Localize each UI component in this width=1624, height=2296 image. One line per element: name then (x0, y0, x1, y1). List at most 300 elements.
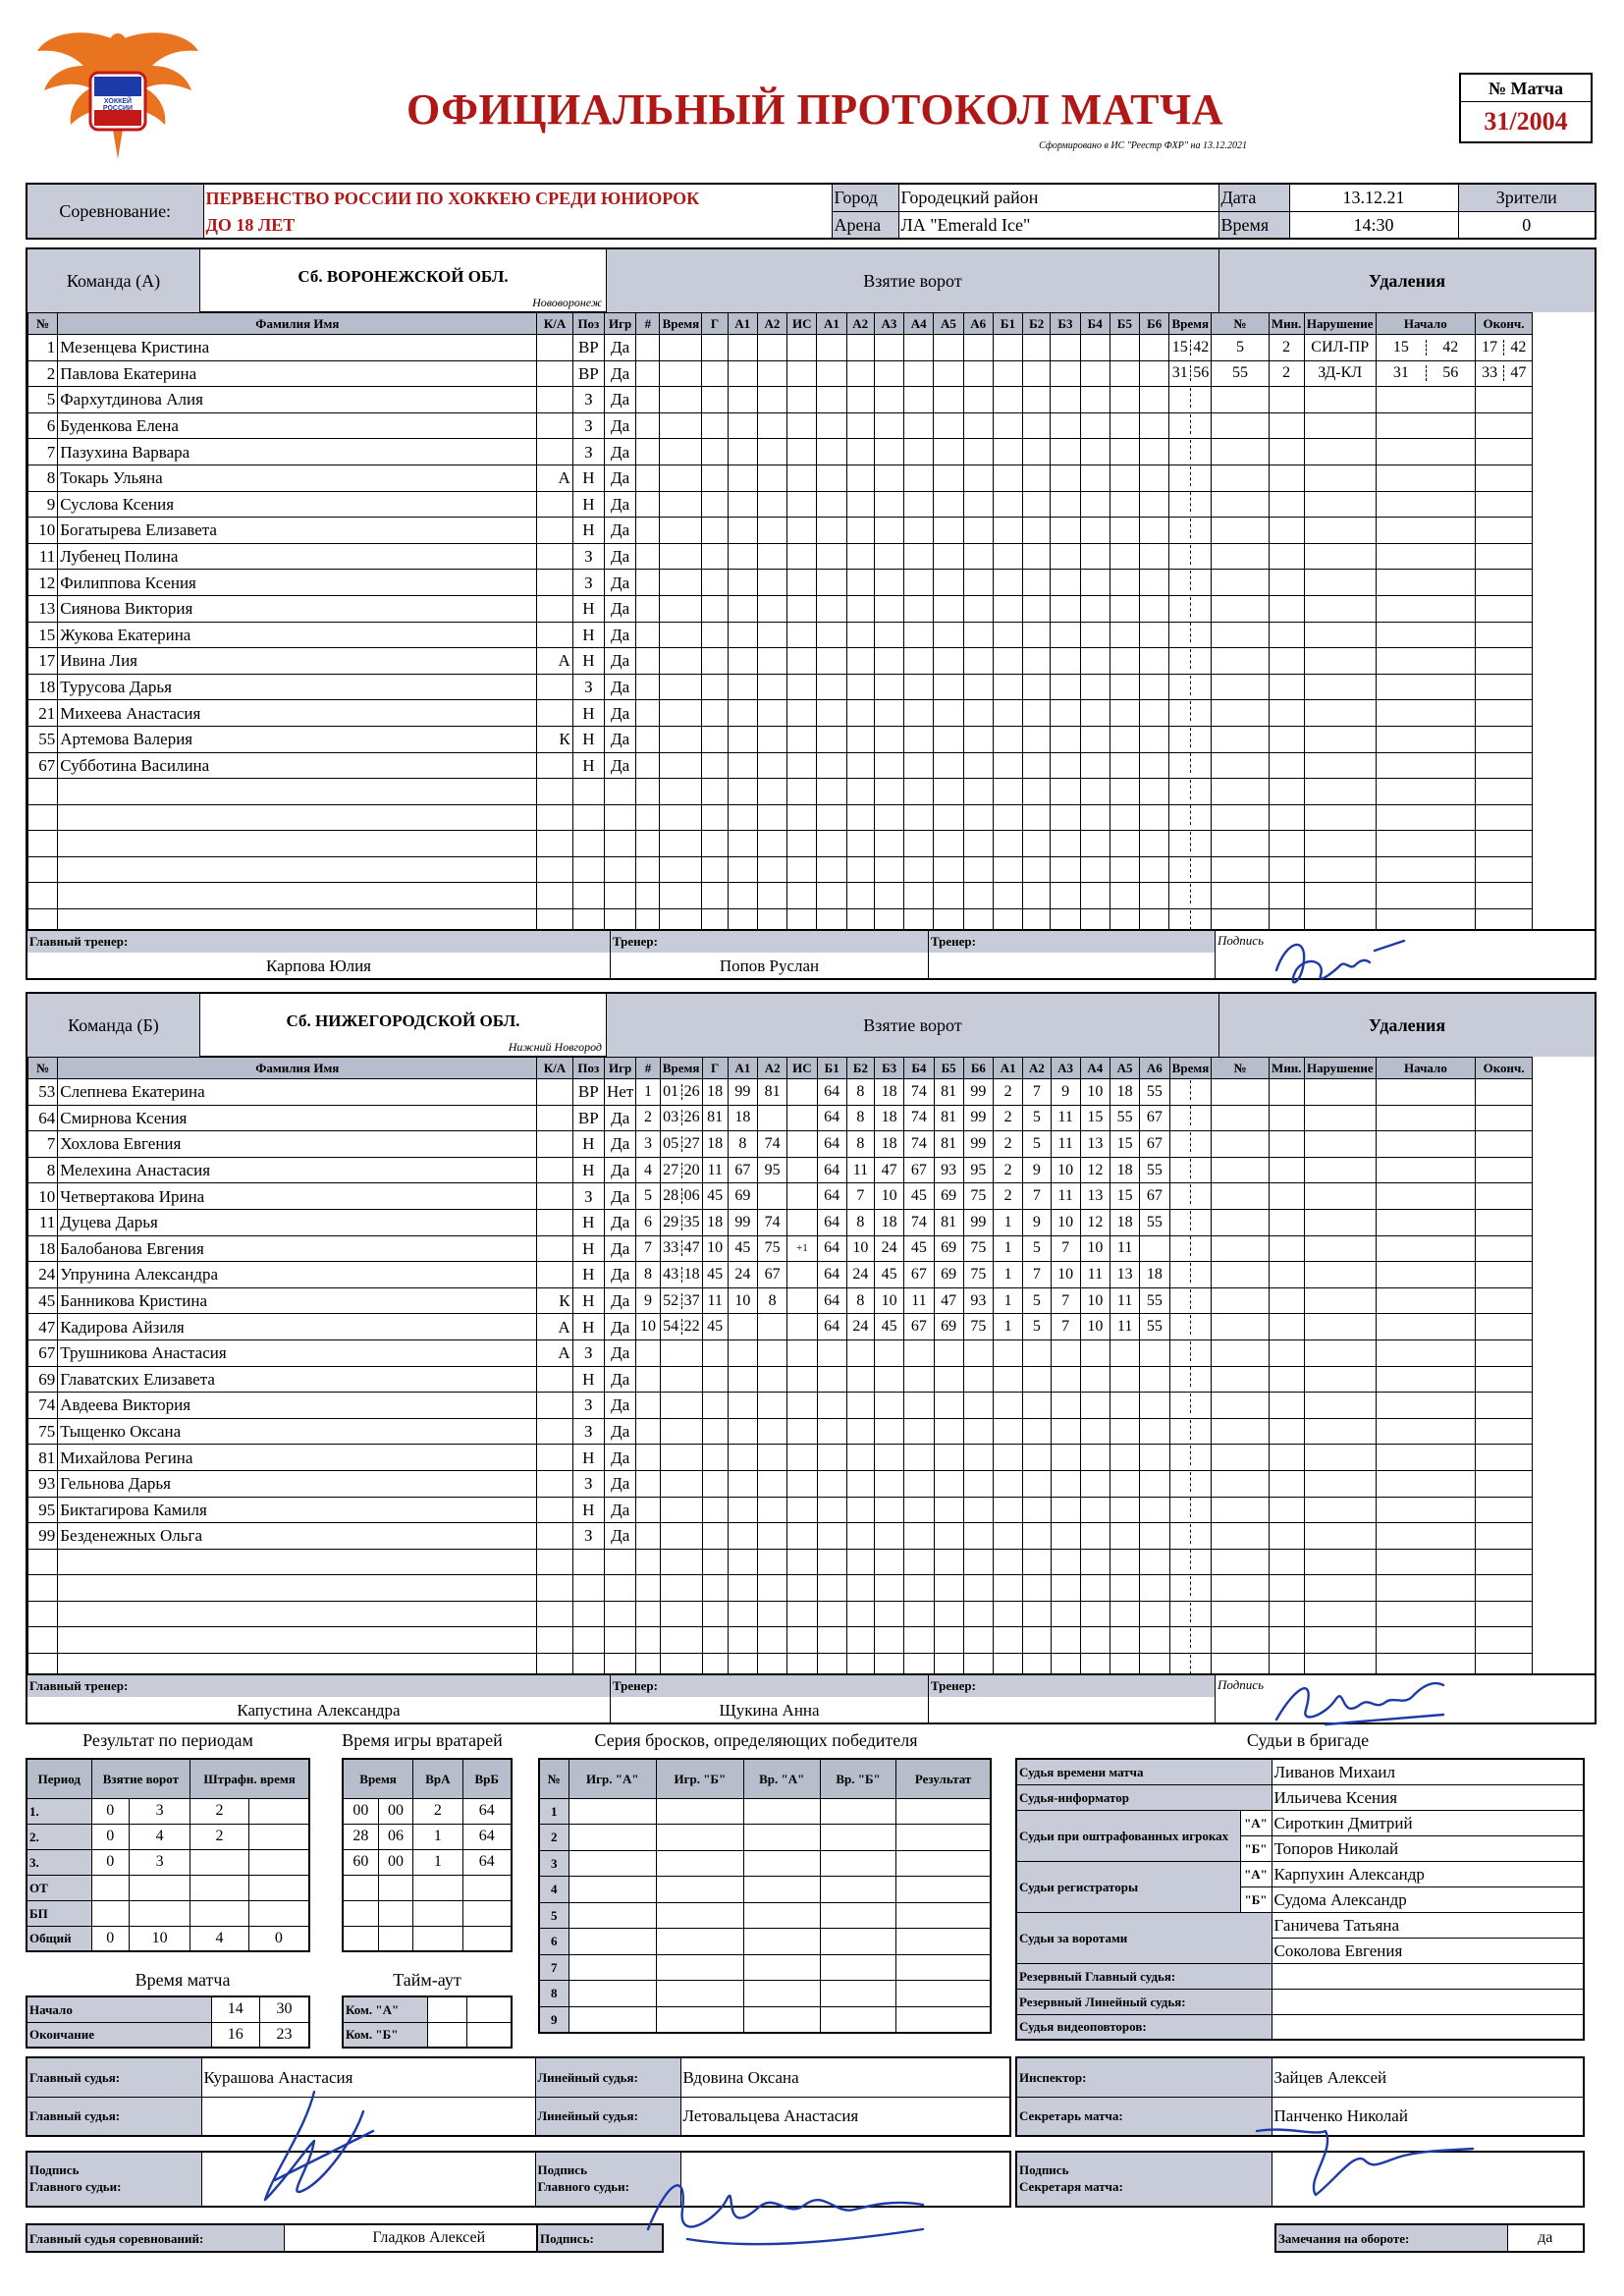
goal-second: 26 (681, 1084, 702, 1100)
on-ice-player (846, 1523, 874, 1550)
goal-number (636, 1470, 660, 1497)
on-ice-player (934, 622, 963, 648)
goal-assist-1 (728, 1393, 757, 1419)
penalty-player (1212, 1497, 1269, 1523)
on-ice-player: 5 (1023, 1235, 1051, 1262)
player-name: Ивина Лия (58, 648, 537, 675)
goal-time (660, 335, 702, 361)
player-name: Сиянова Виктория (58, 595, 537, 622)
goal-number (636, 570, 660, 596)
on-ice-player (934, 779, 963, 805)
timeout-a-label: Ком. "А" (343, 1996, 427, 2022)
player-position: З (572, 1523, 604, 1550)
penalty-player (1212, 595, 1270, 622)
on-ice-player (904, 674, 934, 700)
penalty-minutes (1269, 648, 1304, 675)
player-position: З (572, 1470, 604, 1497)
table-row (28, 1497, 1595, 1523)
table-row (28, 491, 1595, 518)
penalty-time (1169, 1523, 1212, 1550)
on-ice-player: 18 (875, 1079, 904, 1106)
column-header: А6 (963, 313, 993, 335)
on-ice-player (846, 856, 874, 883)
penalty-time (1169, 622, 1212, 648)
on-ice-player (934, 1627, 963, 1654)
on-ice-player (963, 779, 993, 805)
on-ice-player (993, 883, 1022, 909)
goal-situation (787, 1287, 817, 1314)
goal-assist-1: 24 (728, 1262, 757, 1288)
penalty-start (1377, 1183, 1476, 1210)
player-played: Да (604, 1523, 636, 1550)
head-coach-label: Главный тренер: (27, 931, 610, 953)
on-ice-player: 69 (934, 1262, 963, 1288)
on-ice-player (1140, 1523, 1169, 1550)
on-ice-player: 64 (817, 1183, 846, 1210)
goal-scorer (702, 1366, 728, 1393)
on-ice-player (817, 700, 846, 727)
table-row (28, 1157, 1595, 1183)
table-row (28, 883, 1595, 909)
penalty-infraction (1304, 387, 1376, 413)
on-ice-player (1080, 1366, 1110, 1393)
goal-number (636, 700, 660, 727)
penalty-time (1169, 335, 1212, 361)
on-ice-player (934, 1549, 963, 1575)
goal-assist-2: 74 (758, 1209, 787, 1235)
player-name (58, 1549, 537, 1575)
goals-a: 0 (91, 1926, 130, 1951)
goal-time (660, 1314, 702, 1340)
shootout-cell (657, 2006, 743, 2033)
on-ice-player (993, 491, 1022, 518)
penalty-player (1212, 1393, 1269, 1419)
on-ice-player (1110, 1575, 1140, 1602)
goal-time (660, 1470, 702, 1497)
goalie-b-col: ВрБ (462, 1759, 512, 1798)
on-ice-player (934, 674, 963, 700)
on-ice-player (1051, 595, 1080, 622)
player-number: 67 (28, 1339, 58, 1366)
on-ice-player (1023, 518, 1051, 544)
goal-number (636, 1575, 660, 1602)
penalty-start (1377, 1601, 1476, 1627)
table-row (28, 856, 1595, 883)
goal-situation (787, 1314, 817, 1340)
on-ice-player: 10 (1080, 1079, 1110, 1106)
penalty-end (1475, 1549, 1532, 1575)
roster-table (27, 312, 1595, 936)
scorers-label: Судьи регистраторы (1016, 1861, 1240, 1912)
player-name: Турусова Дарья (58, 674, 537, 700)
goal-situation (787, 1105, 817, 1131)
penalty-player (1212, 1366, 1269, 1393)
on-ice-player (963, 595, 993, 622)
on-ice-player (1051, 1393, 1080, 1419)
shootout-cell (896, 2006, 991, 2033)
goal-situation (787, 700, 817, 727)
logo-text: ХОККЕЙ РОССИИ (102, 98, 134, 112)
penalty-a (190, 1849, 248, 1875)
on-ice-player: 11 (1051, 1131, 1080, 1158)
player-name (58, 804, 537, 831)
on-ice-player (904, 1393, 934, 1419)
goal-assist-2 (757, 543, 786, 570)
on-ice-player (934, 1575, 963, 1602)
player-played: Да (604, 1235, 636, 1262)
goal-scorer (702, 831, 728, 857)
goal-situation (787, 543, 817, 570)
goal-situation (787, 570, 817, 596)
on-ice-player (934, 1523, 963, 1550)
goal-time (660, 856, 702, 883)
reserve-main-label: Резервный Главный судья: (1016, 1963, 1272, 1989)
on-ice-player: 67 (1140, 1183, 1169, 1210)
on-ice-player: 55 (1140, 1209, 1169, 1235)
goal-number: 5 (636, 1183, 660, 1210)
player-number: 93 (28, 1470, 58, 1497)
player-position: Н (572, 1235, 604, 1262)
on-ice-player: 1 (994, 1262, 1023, 1288)
on-ice-player (934, 335, 963, 361)
reserve-line-label: Резервный Линейный судья: (1016, 1989, 1272, 2014)
on-ice-player (1023, 1393, 1051, 1419)
player-position: Н (572, 1445, 604, 1471)
table-row (28, 726, 1595, 752)
on-ice-player: 55 (1110, 1105, 1140, 1131)
on-ice-player (904, 1418, 934, 1445)
roster-header-row (28, 313, 1595, 335)
penalty-start (1376, 648, 1475, 675)
table-row (28, 1418, 1595, 1445)
column-header: Г (702, 1058, 728, 1079)
penalty-minutes (1269, 570, 1304, 596)
player-played (605, 804, 636, 831)
penalty-b (248, 1824, 309, 1849)
penalty-time (1169, 1393, 1212, 1419)
goal-number (636, 726, 660, 752)
goal-assist-1 (728, 883, 757, 909)
on-ice-player (846, 439, 874, 465)
on-ice-player (874, 856, 903, 883)
player-role (537, 1497, 572, 1523)
goal-scorer (702, 883, 728, 909)
on-ice-player (874, 518, 903, 544)
penalty-end (1475, 883, 1533, 909)
penalty-player (1212, 518, 1270, 544)
on-ice-player: 45 (875, 1262, 904, 1288)
on-ice-player (817, 752, 846, 779)
penalty-time (1169, 1418, 1212, 1445)
on-ice-player (1023, 1523, 1051, 1550)
on-ice-player (904, 465, 934, 491)
on-ice-player (1140, 831, 1169, 857)
goal-second: 37 (681, 1293, 702, 1309)
on-ice-player: 99 (963, 1079, 993, 1106)
goal-time (660, 1549, 702, 1575)
on-ice-player: 1 (994, 1287, 1023, 1314)
on-ice-player: 75 (963, 1235, 993, 1262)
on-ice-player (846, 700, 874, 727)
penalty-end (1475, 1183, 1532, 1210)
goal-time (660, 831, 702, 857)
on-ice-player: 81 (934, 1079, 963, 1106)
table-row (28, 1287, 1595, 1314)
on-ice-player: 7 (1023, 1079, 1051, 1106)
on-ice-player (1080, 1393, 1110, 1419)
shootout-cell (820, 1825, 895, 1851)
on-ice-player: 75 (963, 1183, 993, 1210)
table-row (539, 1902, 991, 1929)
penalty-start (1377, 1470, 1476, 1497)
penalty-b (248, 1849, 309, 1875)
goal-judge-1: Ганичева Татьяна (1272, 1912, 1584, 1938)
on-ice-player (1110, 387, 1139, 413)
on-ice-player (963, 1523, 993, 1550)
shootout-number: 2 (539, 1825, 568, 1851)
on-ice-player (904, 1601, 934, 1627)
goal-number (636, 1523, 660, 1550)
goal-assist-2 (757, 570, 786, 596)
penalty-end (1475, 1523, 1532, 1550)
on-ice-player: 67 (904, 1314, 934, 1340)
timeout-table (342, 1995, 513, 2049)
on-ice-player (1023, 726, 1051, 752)
penalty-player (1212, 752, 1270, 779)
table-row (343, 1849, 512, 1875)
player-number: 18 (28, 674, 58, 700)
player-number: 55 (28, 726, 58, 752)
player-role: К (537, 726, 572, 752)
goal-number (636, 1339, 660, 1366)
goal-minute: 05 (663, 1134, 679, 1152)
goal-situation (787, 439, 817, 465)
goal-time (660, 570, 702, 596)
penalty-time (1169, 1287, 1212, 1314)
on-ice-player (1023, 491, 1051, 518)
player-number: 17 (28, 648, 58, 675)
penalty-end (1475, 1235, 1532, 1262)
on-ice-player (1023, 1470, 1051, 1497)
on-ice-player (963, 1497, 993, 1523)
on-ice-player (1080, 1627, 1110, 1654)
competition-name: ПЕРВЕНСТВО РОССИИ ПО ХОККЕЮ СРЕДИ ЮНИОРОК (203, 184, 832, 211)
column-header: № (1212, 313, 1270, 335)
penalty-minutes (1269, 1105, 1304, 1131)
on-ice-player (1023, 700, 1051, 727)
on-ice-player (963, 335, 993, 361)
on-ice-player (904, 883, 934, 909)
goal-time (660, 648, 702, 675)
goal-assist-2 (758, 1575, 787, 1602)
on-ice-player (1140, 804, 1169, 831)
on-ice-player (934, 883, 963, 909)
penalty-end (1475, 1157, 1532, 1183)
on-ice-player: 64 (817, 1235, 846, 1262)
on-ice-player: 95 (963, 1157, 993, 1183)
shootout-cell (657, 1850, 743, 1877)
match-number-box (1459, 73, 1593, 143)
player-number (28, 883, 58, 909)
column-header: Г (702, 313, 728, 335)
player-role (537, 1523, 572, 1550)
team-b-section (26, 992, 1597, 1724)
player-role (537, 1157, 572, 1183)
shootout-table (538, 1758, 992, 2034)
player-position: Н (572, 752, 604, 779)
penalty-minutes (1269, 1131, 1304, 1158)
on-ice-player (1080, 1497, 1110, 1523)
player-role (537, 1418, 572, 1445)
informer-label: Судья-информатор (1016, 1784, 1272, 1810)
on-ice-player (1051, 412, 1080, 439)
on-ice-player (846, 1601, 874, 1627)
penalty-end-min: 17 (1482, 338, 1498, 355)
on-ice-player (817, 1549, 846, 1575)
penalty-start (1377, 1366, 1476, 1393)
on-ice-player (993, 439, 1022, 465)
on-ice-player: 69 (934, 1235, 963, 1262)
goal-time (660, 1366, 702, 1393)
on-ice-player (1110, 543, 1139, 570)
on-ice-player (993, 570, 1022, 596)
time-value: 14:30 (1289, 211, 1458, 239)
penalty-minutes (1269, 1393, 1304, 1419)
on-ice-player (846, 831, 874, 857)
goal-scorer (702, 726, 728, 752)
penalty-infraction (1304, 752, 1376, 779)
penalty-infraction (1304, 700, 1376, 727)
goal-number (636, 1393, 660, 1419)
goal-situation (787, 726, 817, 752)
goal-number (636, 831, 660, 857)
on-ice-player (874, 439, 903, 465)
on-ice-player (993, 700, 1022, 727)
player-name: Мелехина Анастасия (58, 1157, 537, 1183)
coach-2 (929, 931, 1216, 978)
goal-second: 26 (681, 1110, 702, 1125)
penalty-time (1169, 700, 1212, 727)
penalty-player (1212, 1131, 1269, 1158)
penalty-minutes (1269, 595, 1304, 622)
goal-scorer (702, 1549, 728, 1575)
team-header (27, 994, 1595, 1057)
penalty-end (1475, 622, 1533, 648)
goal-scorer (702, 360, 728, 387)
on-ice-player (846, 335, 874, 361)
on-ice-player (1023, 570, 1051, 596)
signature-team-a (1267, 931, 1414, 1000)
column-header: Б3 (875, 1058, 904, 1079)
penalty-time (1169, 804, 1212, 831)
goal-assist-2 (757, 335, 786, 361)
on-ice-player (1140, 1627, 1169, 1654)
penalty-end (1475, 1209, 1532, 1235)
on-ice-player (1051, 804, 1080, 831)
player-name (58, 856, 537, 883)
on-ice-player (1110, 1470, 1140, 1497)
on-ice-player: 74 (904, 1209, 934, 1235)
goal-time (660, 595, 702, 622)
linesman-1: Вдовина Оксана (680, 2057, 1010, 2097)
goal-assist-2: 67 (758, 1262, 787, 1288)
table-row (28, 1470, 1595, 1497)
competition-name-line2: ДО 18 ЛЕТ (203, 211, 832, 239)
goalie-second (378, 1900, 412, 1926)
on-ice-player (1080, 831, 1110, 857)
on-ice-player: 74 (904, 1105, 934, 1131)
column-header: К/А (537, 1058, 572, 1079)
on-ice-player: 47 (934, 1287, 963, 1314)
goal-number (636, 856, 660, 883)
penalty-end (1475, 595, 1533, 622)
player-name: Авдеева Виктория (58, 1393, 537, 1419)
goal-scorer (702, 439, 728, 465)
on-ice-player (1080, 648, 1110, 675)
goal-assist-2 (757, 883, 786, 909)
goals-b: 4 (130, 1824, 190, 1849)
goal-assist-2: 95 (758, 1157, 787, 1183)
penalty-player (1212, 1627, 1269, 1654)
on-ice-player (1080, 439, 1110, 465)
date-label: Дата (1218, 184, 1289, 211)
goal-scorer (702, 465, 728, 491)
on-ice-player (846, 570, 874, 596)
shootout-number: 8 (539, 1981, 568, 2007)
goal-situation (787, 518, 817, 544)
penalty-end (1475, 387, 1533, 413)
shootout-cell (896, 1902, 991, 1929)
spectators-label: Зрители (1458, 184, 1596, 211)
on-ice-player (1023, 1627, 1051, 1654)
on-ice-player (846, 1497, 874, 1523)
goal-assist-2: 74 (758, 1131, 787, 1158)
on-ice-player (817, 622, 846, 648)
on-ice-player (1110, 752, 1139, 779)
penalty-player (1212, 883, 1270, 909)
on-ice-player: 18 (1110, 1079, 1140, 1106)
shootout-cell (820, 1981, 895, 2007)
on-ice-player (817, 1418, 846, 1445)
on-ice-player (874, 779, 903, 805)
on-ice-player (817, 570, 846, 596)
penalty-b (248, 1875, 309, 1900)
penalty-a: 2 (190, 1824, 248, 1849)
goal-number (636, 1366, 660, 1393)
on-ice-player (1140, 752, 1169, 779)
goal-scorer: 18 (702, 1079, 728, 1106)
match-start-label: Начало (27, 1996, 211, 2022)
penalty-b (248, 1798, 309, 1824)
on-ice-player (1110, 856, 1139, 883)
on-ice-player (963, 1549, 993, 1575)
on-ice-player (904, 595, 934, 622)
goals-b (130, 1875, 190, 1900)
shootout-cell (743, 2006, 820, 2033)
penalty-start (1376, 335, 1475, 361)
player-role (537, 570, 572, 596)
penalty-time (1169, 648, 1212, 675)
on-ice-player: 11 (1080, 1262, 1110, 1288)
on-ice-player (1080, 1575, 1110, 1602)
penalty-minutes (1269, 1366, 1304, 1393)
penalty-player (1212, 439, 1270, 465)
player-position: Н (572, 1131, 604, 1158)
goalie-b: 64 (462, 1849, 512, 1875)
on-ice-player (1023, 360, 1051, 387)
penalty-infraction (1304, 1262, 1376, 1288)
player-number: 74 (28, 1393, 58, 1419)
